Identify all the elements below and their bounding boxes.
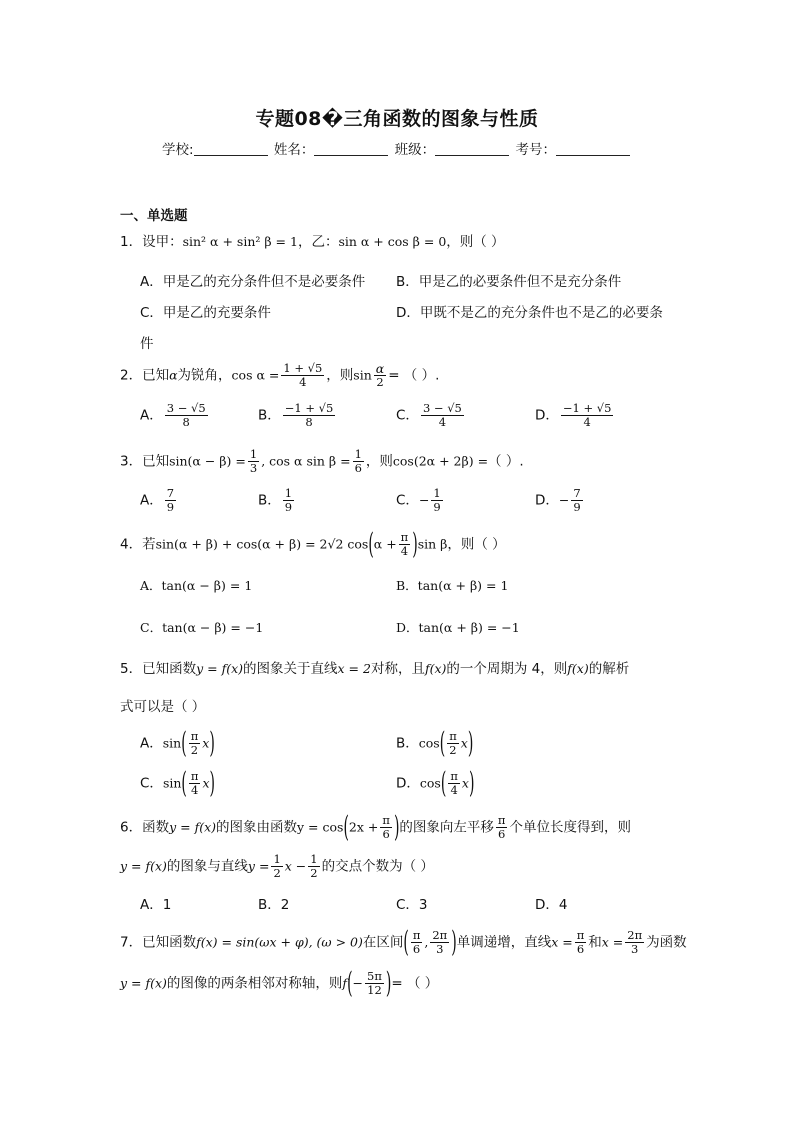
math-variable: α — [169, 367, 178, 383]
math-variable: x — [460, 735, 468, 751]
fraction-numerator: 1 — [249, 447, 258, 461]
sign: − — [558, 492, 570, 508]
fraction — [496, 814, 508, 841]
fraction-denominator: 4 — [190, 783, 199, 797]
fraction-numerator: π — [400, 530, 409, 544]
function-name: cos — [419, 775, 441, 791]
question-number: 7． — [120, 934, 143, 951]
math-expression: cos(2α + 2β) = — [392, 453, 489, 469]
option-c[interactable]: C．3 — [396, 897, 428, 913]
fraction — [189, 730, 201, 757]
stem-text: 个单位长度得到，则 — [509, 819, 631, 836]
fraction-denominator: 8 — [305, 415, 313, 429]
right-paren: ) — [412, 527, 418, 562]
math-expression: α + — [373, 536, 397, 552]
option-label: A． — [140, 735, 163, 752]
question-number: 5． — [120, 661, 143, 677]
fraction-denominator: 4 — [583, 415, 591, 429]
question-number: 1． — [120, 234, 143, 250]
section-title: 一、单选题 — [120, 208, 188, 224]
stem-text: 已知函数 — [142, 661, 197, 677]
question-number: 4． — [120, 536, 143, 553]
right-paren: ) — [385, 966, 392, 1001]
right-paren: ) — [209, 726, 215, 761]
stem-text: 若 — [142, 536, 156, 553]
left-paren: ( — [403, 925, 409, 960]
option-a[interactable] — [140, 726, 215, 761]
stem-text: = （ ）. — [388, 367, 440, 384]
math-expression: , cos α sin β = — [261, 453, 351, 469]
fraction-denominator: 4 — [450, 783, 458, 797]
fraction — [431, 487, 442, 514]
fraction — [271, 853, 282, 880]
fraction — [380, 814, 392, 841]
stem-text: 单调递增，直线 — [456, 934, 552, 951]
math-variable: x — [202, 735, 210, 751]
fraction-numerator: π — [190, 729, 199, 743]
fraction-numerator: π — [497, 813, 506, 827]
option-a[interactable] — [140, 487, 178, 514]
question-5-stem — [120, 658, 629, 680]
option-label: B． — [396, 735, 419, 752]
option-b[interactable]: B．甲是乙的必要条件但不是充分条件 — [396, 274, 622, 290]
stem-text: 在区间 — [362, 934, 404, 951]
left-paren: ( — [181, 726, 187, 761]
fraction-numerator: 5π — [367, 969, 382, 983]
option-label: A． — [140, 492, 163, 509]
stem-text: ，则（ ） — [447, 536, 506, 553]
option-d[interactable]: D．tan(α + β) = −1 — [396, 620, 520, 635]
question-number: 6． — [120, 819, 143, 836]
option-label: C． — [396, 407, 419, 424]
fraction-numerator: 1 — [354, 447, 362, 461]
fraction — [561, 402, 614, 429]
fraction-numerator: 3 − √5 — [166, 401, 206, 415]
stem-text: = （ ） — [391, 975, 439, 992]
exam-no-field[interactable] — [556, 141, 630, 156]
fraction — [281, 362, 324, 389]
fraction-numerator: 2π — [432, 928, 448, 942]
question-1-stem — [120, 231, 505, 253]
math-variable: x — [202, 775, 210, 791]
math-expression: sin(α − β) = — [169, 453, 246, 469]
math-expression: y = — [247, 858, 270, 874]
fraction — [447, 730, 459, 757]
fraction-denominator: 2 — [190, 743, 199, 757]
math-expression: sin² α + sin² β = 1 — [182, 234, 298, 249]
option-label: B． — [258, 407, 281, 424]
fraction-denominator: 4 — [400, 544, 409, 558]
option-a[interactable]: A．tan(α − β) = 1 — [140, 578, 253, 593]
fraction-numerator: 1 — [273, 852, 281, 866]
fraction-numerator: −1 + √5 — [284, 401, 334, 415]
fraction — [421, 402, 464, 429]
fraction — [308, 853, 319, 880]
math-expression: sin β — [417, 536, 448, 552]
fraction-numerator: 3 − √5 — [422, 401, 462, 415]
stem-text: ，则（ ） — [446, 234, 505, 250]
function-name: cos — [418, 735, 440, 751]
stem-text: 的图像的两条相邻对称轴，则 — [166, 975, 343, 992]
left-paren: ( — [181, 766, 187, 801]
sign: − — [418, 492, 430, 508]
stem-text: 的解析 — [588, 661, 630, 677]
fraction-denominator: 12 — [367, 983, 382, 997]
option-label: C． — [140, 775, 163, 792]
fraction — [575, 929, 587, 956]
fraction — [430, 929, 449, 956]
school-field[interactable] — [194, 141, 268, 156]
math-expression: cos α = — [231, 367, 280, 383]
question-number: 3． — [120, 453, 143, 470]
fraction — [165, 402, 208, 429]
class-field[interactable] — [435, 141, 509, 156]
name-field[interactable] — [314, 141, 388, 156]
fraction — [625, 929, 644, 956]
fraction-denominator: 6 — [382, 827, 390, 841]
fraction-denominator: 2 — [273, 866, 281, 880]
question-3-stem — [120, 448, 524, 475]
fraction — [374, 362, 386, 389]
page-title: 专题08�三角函数的图象与性质 — [255, 108, 539, 130]
option-b[interactable] — [396, 726, 474, 761]
school-label: 学校: — [162, 142, 194, 158]
question-6-stem — [120, 810, 631, 845]
math-expression: 2x + — [348, 819, 379, 835]
right-paren: ) — [209, 766, 215, 801]
stem-text: 和 — [588, 934, 602, 951]
stem-text: ，则 — [326, 367, 354, 384]
fraction-numerator: π — [382, 813, 390, 827]
stem-text: 已知函数 — [142, 934, 197, 951]
math-expression: x − — [284, 858, 307, 874]
option-label: B． — [258, 492, 281, 509]
fraction — [189, 770, 201, 797]
option-a[interactable] — [140, 402, 210, 429]
option-c[interactable] — [396, 487, 445, 514]
math-expression: y = f(x) — [169, 819, 217, 835]
left-paren: ( — [439, 726, 446, 761]
fraction-denominator: 9 — [284, 500, 293, 514]
left-paren: ( — [368, 527, 374, 562]
fraction-denominator: 3 — [436, 942, 444, 956]
left-paren: ( — [440, 766, 447, 801]
name-label: 姓名： — [273, 142, 315, 158]
fraction-denominator: 6 — [576, 942, 585, 956]
math-expression: f(x) = sin(ωx + φ), (ω > 0) — [196, 934, 363, 950]
fraction — [165, 487, 176, 514]
stem-text: 的交点个数为（ ） — [321, 858, 434, 875]
math-expression: f — [342, 975, 348, 991]
sign: − — [352, 975, 364, 991]
stem-text: 函数 — [142, 819, 170, 836]
fraction-numerator: −1 + √5 — [562, 401, 612, 415]
fraction-denominator: 9 — [166, 500, 175, 514]
math-variable: x — [461, 775, 469, 791]
question-7-stem-continued — [120, 966, 439, 1001]
option-label: D． — [535, 492, 559, 509]
fraction-numerator: π — [449, 729, 457, 743]
fraction-denominator: 2 — [449, 743, 457, 757]
fraction-denominator: 2 — [310, 866, 318, 880]
option-label: C． — [396, 492, 419, 509]
fraction-denominator: 9 — [433, 500, 441, 514]
math-expression: x = — [601, 934, 624, 950]
fraction-numerator: 1 + √5 — [283, 361, 323, 375]
fraction — [365, 970, 384, 997]
fraction-numerator: π — [450, 769, 458, 783]
fraction-numerator: 7 — [166, 486, 175, 500]
math-expression: x = 2 — [337, 661, 371, 676]
fraction-denominator: 2 — [376, 375, 384, 389]
stem-text: ，乙： — [297, 234, 339, 250]
option-label: D． — [396, 775, 420, 792]
question-4-stem — [120, 527, 506, 562]
fraction — [399, 531, 411, 558]
class-label: 班级： — [394, 142, 436, 158]
fraction-numerator: π — [190, 769, 199, 783]
function-name: sin — [162, 775, 182, 791]
stem-text: 的图象向左平移 — [399, 819, 494, 836]
math-expression: f(x) — [424, 661, 447, 676]
stem-text: 已知 — [142, 367, 170, 384]
option-d[interactable] — [535, 487, 585, 514]
fraction — [283, 487, 294, 514]
question-5-stem-continued: 式可以是（ ） — [120, 699, 206, 715]
math-expression: y = f(x) — [120, 975, 167, 991]
fraction — [248, 448, 259, 475]
math-expression: y = f(x) — [196, 661, 244, 676]
question-2-stem — [120, 362, 439, 389]
option-d[interactable] — [535, 402, 615, 429]
option-c[interactable]: C．tan(α − β) = −1 — [140, 620, 264, 635]
stem-text: 对称，且 — [370, 661, 425, 677]
option-d-continued: 件 — [140, 336, 154, 352]
question-7-stem: 7．已知函数f(x) = sin(ωx + φ), (ω > 0)在区间( $\frac{\pi}{6}$ , $\frac{2\pi}{3}$ )单调递增，直线x = $\frac{\pi}{6}$ 和x = $\frac{2\pi}{3}$ 为函数 — [120, 929, 687, 956]
stem-text: 设甲： — [142, 234, 183, 250]
exam-no-label: 考号： — [515, 142, 556, 158]
option-a[interactable]: A．1 — [140, 897, 172, 913]
stem-text: 为函数 — [646, 934, 687, 951]
stem-text: ，则 — [365, 453, 393, 470]
fraction-numerator: 7 — [573, 486, 581, 500]
fraction-denominator: 6 — [354, 461, 362, 475]
left-paren: ( — [347, 966, 353, 1001]
right-paren: ) — [451, 925, 457, 960]
stem-text: 已知 — [142, 453, 170, 470]
option-d[interactable]: D．4 — [535, 897, 568, 913]
fraction-numerator: 2π — [627, 928, 643, 942]
fraction — [571, 487, 582, 514]
stem-text: 的图象由函数 — [216, 819, 298, 836]
math-expression: sin(α + β) + cos(α + β) = 2√2 cos — [155, 536, 369, 552]
option-c[interactable] — [140, 766, 215, 801]
option-b[interactable]: B．tan(α + β) = 1 — [396, 578, 509, 593]
fraction-denominator: 4 — [299, 375, 307, 389]
option-d[interactable]: D．甲既不是乙的充分条件也不是乙的必要条 — [396, 305, 663, 321]
fraction-denominator: 9 — [573, 500, 581, 514]
option-b[interactable] — [258, 402, 337, 429]
fraction-numerator: π — [576, 928, 585, 942]
stem-text: 的图象与直线 — [166, 858, 248, 875]
option-c[interactable] — [396, 402, 466, 429]
right-paren: ) — [468, 766, 475, 801]
fraction-numerator: 1 — [433, 486, 441, 500]
math-expression: y = cos — [297, 819, 344, 835]
fraction-denominator: 6 — [412, 942, 421, 956]
fraction — [411, 929, 423, 956]
fraction-numerator: 1 — [310, 852, 318, 866]
fraction-denominator: 4 — [438, 415, 447, 429]
option-d[interactable] — [396, 766, 475, 801]
math-expression: y = f(x) — [120, 858, 167, 874]
option-label: A． — [140, 407, 163, 424]
fraction-denominator: 6 — [498, 827, 506, 841]
left-paren: ( — [343, 810, 349, 845]
fraction-numerator: 1 — [284, 486, 293, 500]
stem-text: 的一个周期为 4，则 — [446, 661, 568, 677]
right-paren: ) — [467, 726, 474, 761]
fraction-denominator: 8 — [182, 415, 190, 429]
right-paren: ) — [393, 810, 400, 845]
option-c[interactable]: C．甲是乙的充要条件 — [140, 305, 271, 321]
function-name: sin — [162, 735, 182, 751]
option-a[interactable]: A．甲是乙的充分条件但不是必要条件 — [140, 274, 366, 290]
fraction-numerator: π — [412, 928, 421, 942]
stem-text: 为锐角， — [177, 367, 232, 384]
math-expression: sin α + cos β = 0 — [338, 234, 447, 249]
stem-text: 的图象关于直线 — [243, 661, 338, 677]
fraction — [283, 402, 336, 429]
math-expression: x = — [551, 934, 573, 950]
option-b[interactable] — [258, 487, 296, 514]
math-expression: f(x) — [567, 661, 589, 676]
question-6-stem-continued — [120, 853, 434, 880]
stem-text: （ ）. — [488, 453, 524, 470]
question-number: 2． — [120, 367, 143, 384]
math-expression: sin — [353, 367, 372, 383]
fraction-denominator: 3 — [249, 461, 258, 475]
fraction-numerator: α — [375, 361, 385, 376]
fraction-denominator: 3 — [631, 942, 639, 956]
fraction — [448, 770, 460, 797]
option-b[interactable]: B．2 — [258, 897, 290, 913]
option-label: D． — [535, 407, 559, 424]
fraction — [353, 448, 364, 475]
student-info-line — [0, 138, 794, 158]
